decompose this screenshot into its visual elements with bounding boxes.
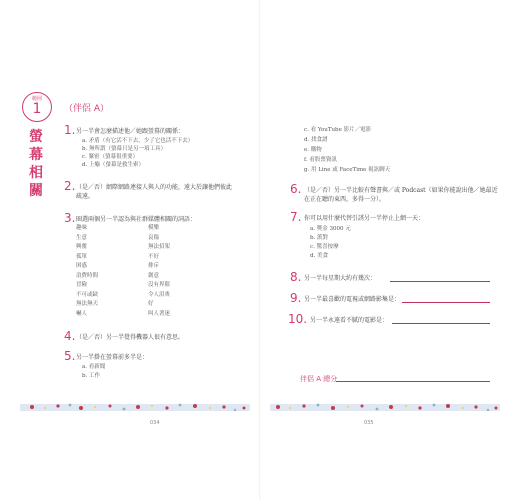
chapter-title-char: 關 (29, 183, 43, 199)
partner-label: 伴侶 A (73, 104, 101, 114)
word-option[interactable]: 困惑 (76, 263, 88, 269)
page-number-left: 034 (150, 420, 160, 426)
word-option[interactable]: 沒有界限 (148, 282, 171, 288)
option[interactable]: f. 看股票資訊 (304, 157, 337, 163)
question-text: 另一半每星期大約有幾次： (304, 275, 377, 282)
option[interactable]: d. 找食譜 (304, 137, 328, 143)
chapter-badge (22, 92, 52, 122)
word-option[interactable]: 不可或缺 (76, 291, 99, 298)
question-text: 另一半掛在螢幕前多半是： (76, 354, 149, 361)
question-text: 另一半永遠看不膩的電影是： (310, 317, 389, 324)
spine (259, 0, 261, 500)
word-option[interactable]: 生意 (76, 234, 88, 241)
word-option[interactable]: 好 (148, 301, 154, 307)
option[interactable]: g. 用 Line 或 FaceTime 視訊聊天 (304, 167, 391, 173)
option[interactable]: b. 派對 (310, 235, 329, 241)
question-text: 你可以用什麼代替引誘另一半停止上網一天： (304, 215, 425, 222)
word-option[interactable]: 無法招架 (148, 244, 171, 250)
answer-line[interactable] (402, 302, 490, 303)
chapter-title-char: 螢 (29, 129, 43, 145)
option[interactable]: c. 看 YouTube 影片／電影 (304, 127, 372, 133)
option[interactable]: c. 緊密（螢幕很重要） (82, 154, 139, 160)
question-text: （是／否）網際網路連接人與人的功能，遠大於讓他們彼此疏遠。 (76, 184, 233, 200)
question-text: （是／否）另一半比較有聲書與／或 Podcast（如果你能說出他／她最近在正在聽的東西，多得一分）。 (304, 187, 498, 203)
word-option[interactable]: 無法無天 (76, 301, 99, 307)
question-number: 2. (64, 179, 76, 193)
question-number: 6. (290, 182, 302, 196)
word-option[interactable]: 叫人著迷 (148, 310, 171, 317)
option[interactable]: d. 上癮（螢幕是救生索） (82, 162, 145, 168)
question-number: 10. (288, 312, 308, 326)
word-option[interactable]: 浪費時間 (76, 272, 99, 279)
word-option[interactable]: 趣味 (76, 225, 88, 231)
answer-line[interactable] (392, 323, 490, 324)
partner-heading (64, 101, 109, 114)
floral-border-right (270, 401, 500, 413)
question-number: 4. (64, 329, 76, 343)
word-option[interactable]: 冒險 (76, 282, 88, 288)
option[interactable]: e. 購物 (304, 147, 322, 153)
question-number: 5. (64, 349, 76, 363)
option[interactable]: a. 獎金 3000 元 (310, 226, 351, 232)
option[interactable]: b. 無所謂（螢幕只是另一項工具） (82, 146, 167, 152)
question-number: 9. (290, 291, 302, 305)
question-number: 8. (290, 270, 302, 284)
word-column-right (148, 224, 170, 319)
question-text: 另一半會怎麼描述他／她跟螢幕的關係： (76, 128, 185, 135)
question-text: 圈選兩個另一半認為與社群媒體相關的詞語： (76, 216, 197, 223)
chapter-title-char: 幕 (29, 147, 43, 163)
chapter-title (29, 128, 43, 200)
word-column-left (76, 224, 98, 319)
word-option[interactable]: 創意 (148, 272, 160, 279)
question-number: 7. (290, 210, 302, 224)
question-number: 1. (64, 123, 76, 137)
option[interactable]: c. 驚喜按摩 (310, 244, 339, 250)
floral-border-left (20, 401, 250, 413)
chapter-number: 1 (32, 101, 42, 117)
word-option[interactable]: 排斥 (148, 263, 160, 269)
chapter-label: 範囲 (31, 96, 42, 102)
question-text: 另一半最喜歡的電視或網路影集是： (304, 296, 401, 303)
page-number-right: 035 (364, 420, 374, 426)
word-option[interactable]: 令人泪喪 (148, 291, 171, 298)
word-option[interactable]: 孤單 (76, 253, 88, 260)
option[interactable]: a. 看新聞 (82, 364, 106, 370)
word-option[interactable]: 不好 (148, 253, 160, 260)
word-option[interactable]: 哀傷 (148, 234, 160, 241)
score-label: 伴侶 A 總分 (300, 375, 338, 383)
option[interactable]: d. 美食 (310, 253, 329, 259)
bracket-close: ） (100, 104, 110, 114)
question-number: 3. (64, 211, 76, 225)
word-option[interactable]: 嚇人 (76, 310, 88, 317)
word-option[interactable]: 興奮 (76, 244, 88, 250)
chapter-title-char: 相 (29, 165, 43, 181)
option[interactable]: a. 矛盾（有它活不下去，少了它也活不下去） (82, 138, 194, 144)
bracket-open: （ (64, 104, 74, 114)
word-option[interactable]: 模樂 (148, 225, 160, 231)
answer-line[interactable] (390, 281, 490, 282)
option[interactable]: b. 工作 (82, 373, 101, 379)
question-text: （是／否）另一半覺得機器人很有意思。 (76, 334, 185, 341)
score-line[interactable] (336, 381, 490, 382)
